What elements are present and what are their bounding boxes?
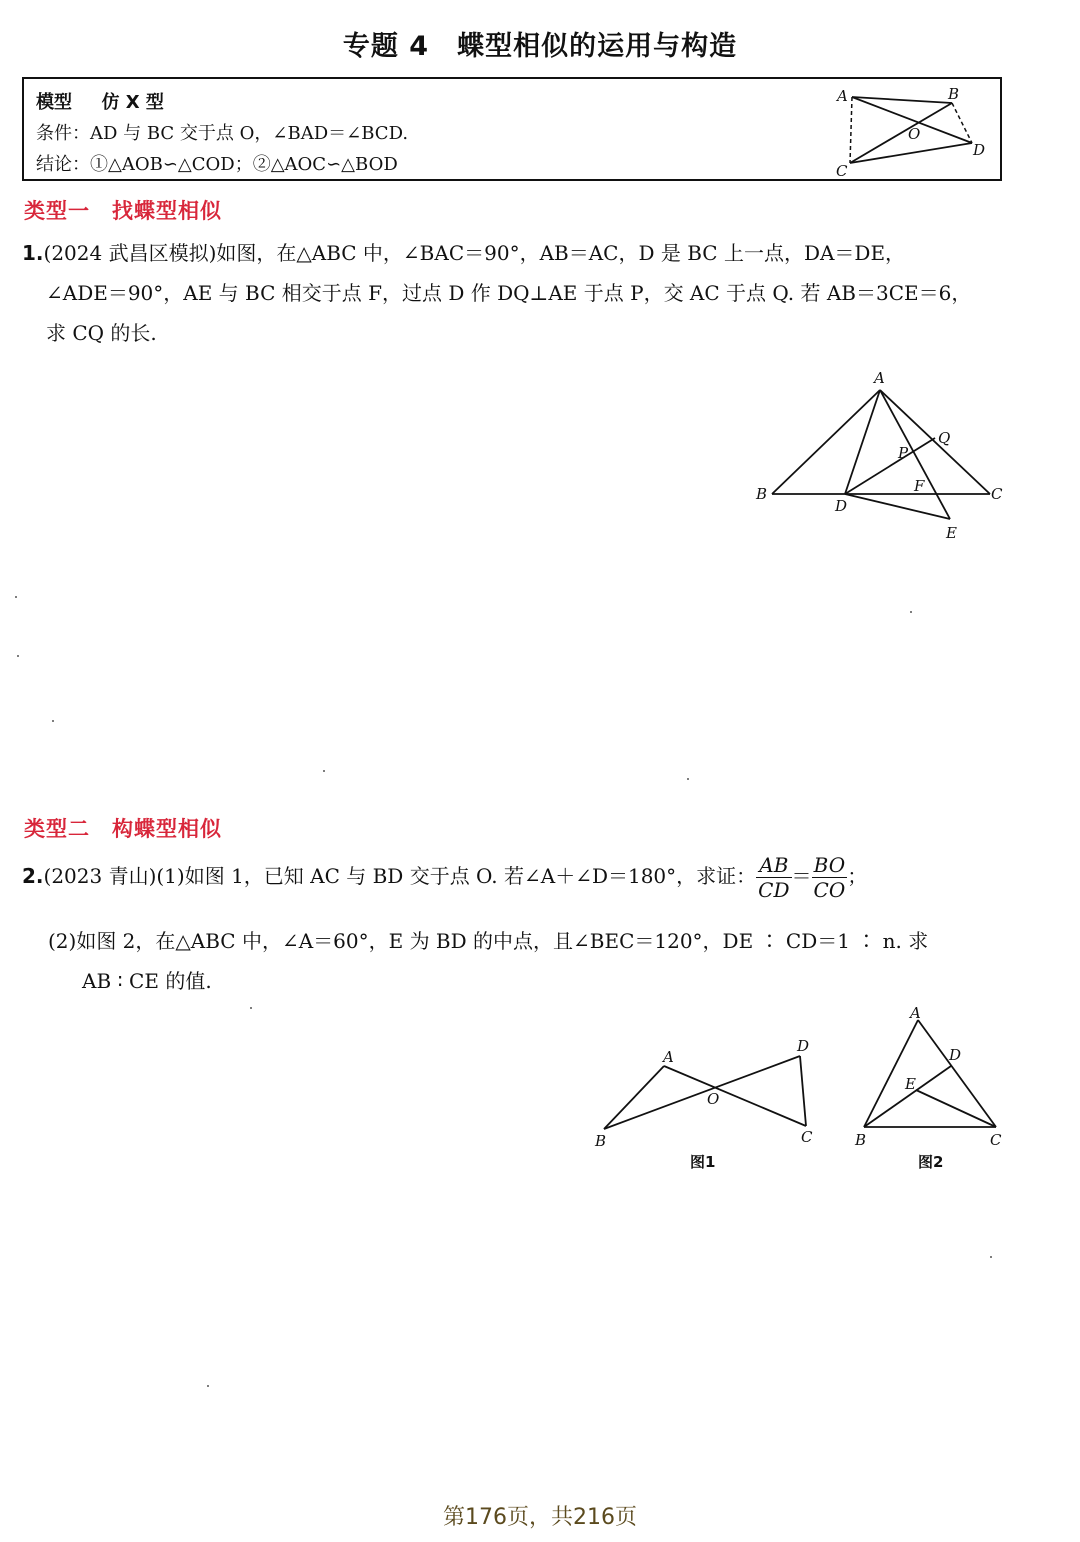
scan-speck (52, 720, 54, 722)
q1-label-p: P (898, 444, 909, 462)
fig1-caption: 图1 (690, 1153, 716, 1171)
q1-label-e: E (946, 524, 957, 542)
model-label-a: A (837, 87, 848, 105)
q2-text-1: (2023 青山)(1)如图 1，已知 AC 与 BD 交于点 O. 若∠A＋∠D＝180°，求证： (43, 864, 757, 888)
scan-speck (15, 596, 17, 598)
q2-equals: ＝ (791, 864, 812, 888)
model-label-c: C (836, 162, 848, 177)
page-title (0, 24, 1080, 63)
model-condition: 条件：AD 与 BC 交于点 O，∠BAD＝∠BCD. (36, 123, 409, 144)
q2-frac1-numerator: AB (756, 853, 791, 878)
fig1-label-c: C (801, 1128, 813, 1146)
scan-speck (687, 778, 689, 780)
scan-speck (910, 611, 912, 613)
section-1-label: 类型一 (24, 199, 90, 223)
q1-label-f: F (914, 477, 925, 495)
q1-line-2: ∠ADE＝90°，AE 与 BC 相交于点 F，过点 D 作 DQ⊥AE 于点 P，交 AC 于点 Q. 若 AB＝3CE＝6， (46, 281, 972, 305)
section-1-heading (24, 195, 222, 225)
q2-line-2: (2)如图 2，在△ABC 中，∠A＝60°，E 为 BD 的中点，且∠BEC＝120°，DE ∶ CD＝1 ∶ n. 求 (48, 929, 929, 953)
q1-text-1: (2024 武昌区模拟)如图，在△ABC 中，∠BAC＝90°，AB＝AC，D 是 BC 上一点，DA＝DE， (43, 241, 906, 265)
q1-label-a: A (874, 369, 885, 387)
q2-frac2-numerator: BO (812, 853, 848, 878)
fig2-label-e: E (905, 1075, 916, 1093)
fig2-label-a: A (910, 1004, 921, 1022)
model-box (22, 77, 1002, 181)
scan-speck (250, 1007, 252, 1009)
q2-frac1-denominator: CD (758, 878, 790, 902)
q1-line-1 (22, 237, 905, 266)
model-label-d: D (973, 141, 986, 159)
q2-fraction-1 (756, 853, 791, 902)
q2-figure-1 (590, 1034, 830, 1152)
model-type: 仿 X 型 (101, 92, 164, 113)
fig1-label-b: B (595, 1132, 607, 1150)
q1-label-d: D (835, 497, 848, 515)
q2-line-3: AB ∶ CE 的值. (82, 969, 212, 993)
model-label-o: O (908, 125, 921, 143)
fig2-label-b: B (855, 1131, 867, 1149)
fig1-label-a: A (663, 1048, 674, 1066)
fig1-label-o: O (707, 1090, 720, 1108)
scan-speck (207, 1385, 209, 1387)
model-conclusion: 结论：①△AOB∽△COD；②△AOC∽△BOD (36, 154, 398, 175)
q1-label-c: C (991, 485, 1003, 503)
page-footer: 第176页，共216页 (443, 1505, 637, 1530)
model-figure (832, 83, 997, 177)
scan-speck (17, 655, 19, 657)
model-label: 模型 (36, 92, 72, 113)
q2-tail: ； (847, 864, 868, 888)
q2-fraction-2 (812, 853, 848, 902)
scan-speck (323, 770, 325, 772)
fig2-label-c: C (990, 1131, 1002, 1149)
q2-number: 2. (22, 864, 44, 888)
q2-figure-2 (848, 1000, 1018, 1152)
section-1-name: 找蝶型相似 (112, 199, 222, 223)
title-text: 蝶型相似的运用与构造 (457, 31, 738, 62)
q1-number: 1. (22, 241, 44, 265)
model-line-1 (36, 88, 164, 114)
q1-figure (750, 364, 1020, 548)
scan-speck (990, 1256, 992, 1258)
q1-label-q: Q (938, 429, 951, 447)
fig2-label-d: D (949, 1046, 962, 1064)
q1-line-3: 求 CQ 的长. (46, 321, 157, 345)
q1-label-b: B (756, 485, 768, 503)
title-number: 专题 4 (342, 31, 430, 62)
fig2-caption: 图2 (918, 1153, 944, 1171)
q2-line-1 (22, 853, 867, 902)
q2-frac2-denominator: CO (813, 878, 846, 902)
model-label-b: B (948, 85, 960, 103)
section-2-name: 构蝶型相似 (112, 817, 222, 841)
section-2-label: 类型二 (24, 817, 90, 841)
section-2-heading (24, 813, 222, 843)
fig1-label-d: D (797, 1037, 810, 1055)
